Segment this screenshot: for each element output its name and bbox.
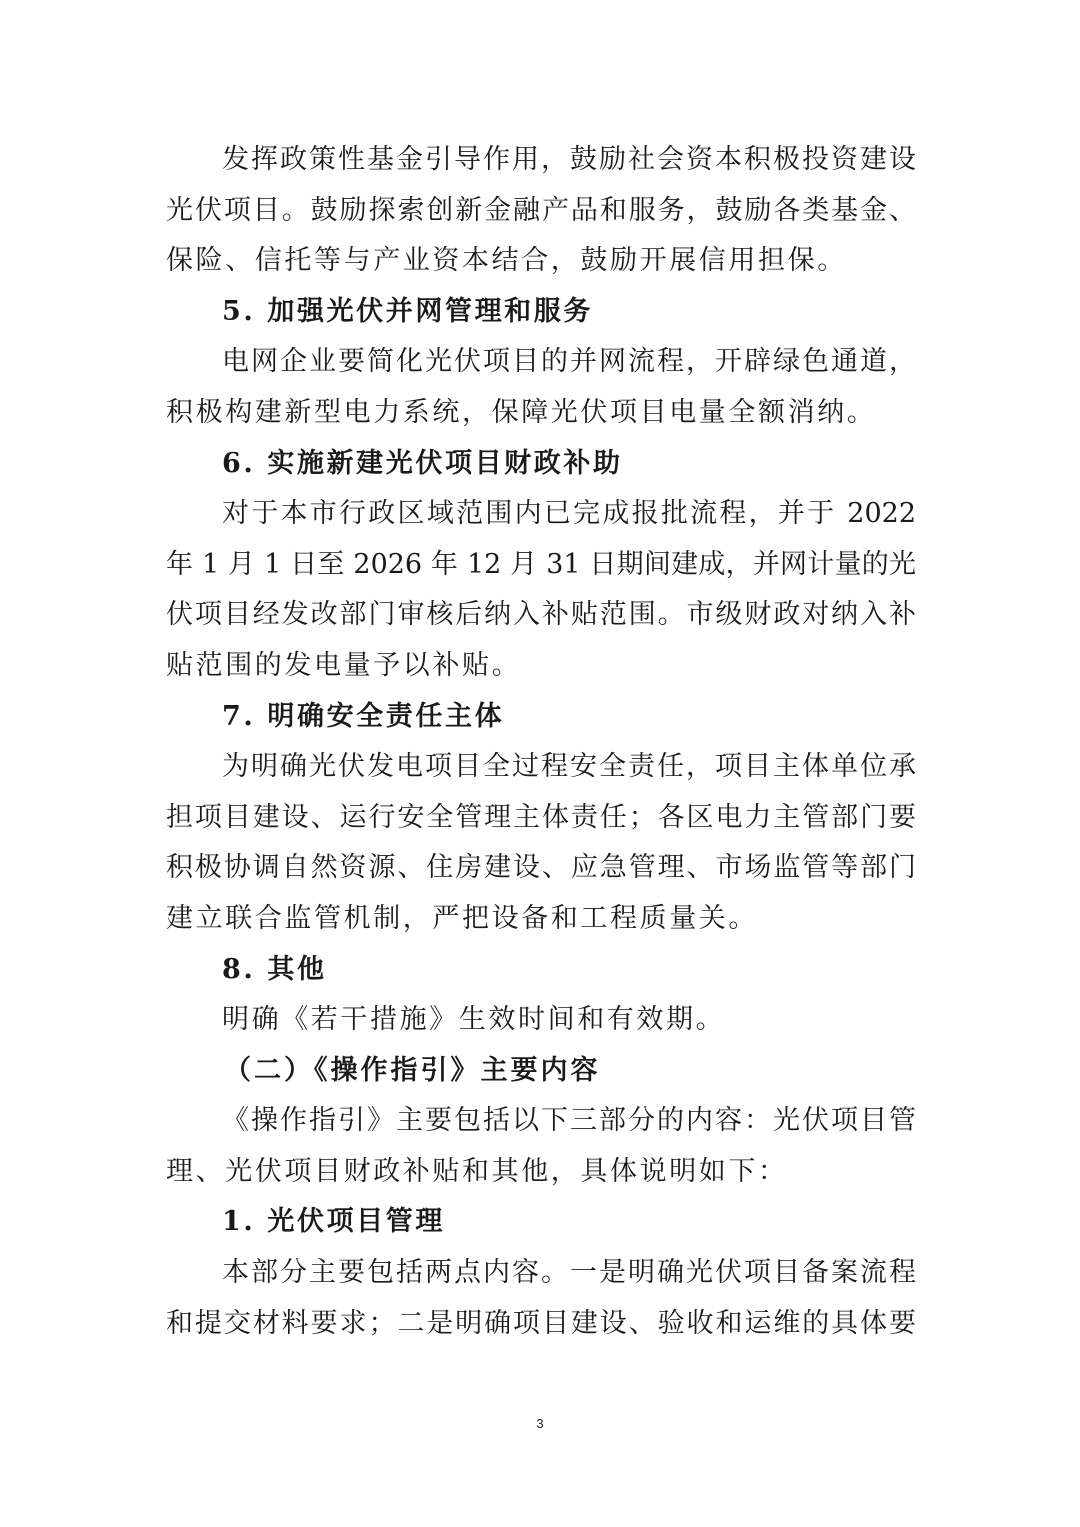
paragraph-line: 光伏项目。鼓励探索创新金融产品和服务，鼓励各类基金、 [166,194,916,226]
section-heading: 5. 加强光伏并网管理和服务 [222,295,593,327]
section-heading: 7. 明确安全责任主体 [222,700,505,732]
section-heading: 1. 光伏项目管理 [222,1206,445,1238]
paragraph [166,1248,916,1349]
paragraph-line: 年 1 月 1 日至 2026 年 12 月 31 日期间建成，并网计量的光 [166,548,916,580]
paragraph [166,1096,916,1197]
page-number: 3 [536,1416,544,1431]
paragraph-line: 积极协调自然资源、住房建设、应急管理、市场监管等部门 [166,852,916,884]
paragraph [166,337,916,438]
paragraph-line: 保险、信托等与产业资本结合，鼓励开展信用担保。 [166,245,847,277]
paragraph-line: 建立联合监管机制，严把设备和工程质量关。 [166,902,758,934]
paragraph-line: 电网企业要简化光伏项目的并网流程，开辟绿色通道， [222,346,916,378]
paragraph-line: 对于本市行政区域范围内已完成报批流程，并于 2022 [222,498,916,530]
paragraph-line: 本部分主要包括两点内容。一是明确光伏项目备案流程 [222,1257,916,1289]
paragraph-line: 贴范围的发电量予以补贴。 [166,649,522,681]
paragraph [166,135,916,287]
paragraph-line: 积极构建新型电力系统，保障光伏项目电量全额消纳。 [166,396,877,428]
paragraph [166,489,916,691]
page-body [166,135,916,1349]
paragraph [166,742,916,944]
paragraph-line: 《操作指引》主要包括以下三部分的内容：光伏项目管 [222,1105,916,1137]
section-heading: （二）《操作指引》主要内容 [224,1054,601,1086]
paragraph-line: 伏项目经发改部门审核后纳入补贴范围。市级财政对纳入补 [166,599,916,631]
paragraph-line: 为明确光伏发电项目全过程安全责任，项目主体单位承 [222,751,916,783]
section-heading: 8. 其他 [222,953,327,985]
paragraph-line: 和提交材料要求；二是明确项目建设、验收和运维的具体要 [166,1307,916,1339]
paragraph-line: 担项目建设、运行安全管理主体责任；各区电力主管部门要 [166,801,916,833]
paragraph-line: 发挥政策性基金引导作用，鼓励社会资本积极投资建设 [222,144,916,175]
paragraph [166,995,916,1046]
paragraph-line: 理、光伏项目财政补贴和其他，具体说明如下： [166,1155,788,1187]
paragraph-line: 明确《若干措施》生效时间和有效期。 [222,1004,726,1036]
section-heading: 6. 实施新建光伏项目财政补助 [222,447,623,479]
